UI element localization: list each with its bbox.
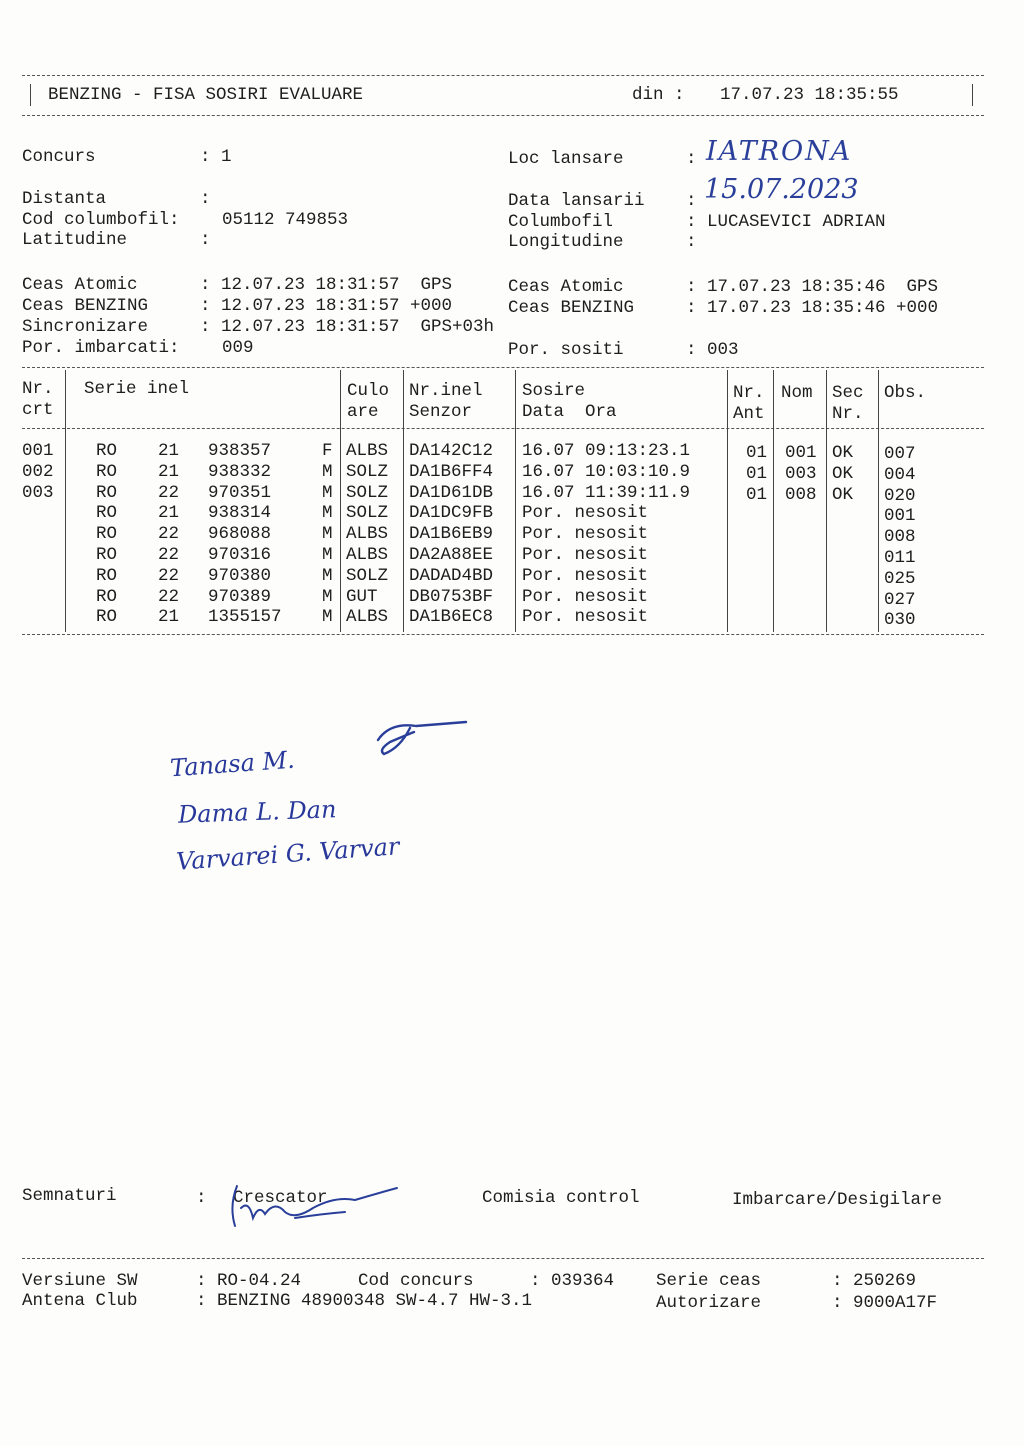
row-sensor: DA1B6EC8 xyxy=(409,607,494,628)
row-sensor: DA1D61DB xyxy=(409,482,494,503)
table-bottom-rule xyxy=(22,634,984,635)
row-nom: 003 xyxy=(785,463,817,484)
commission-signature-scribble xyxy=(370,710,480,760)
row-ring: 938332 xyxy=(208,461,272,482)
row-sensor: DA1DC9FB xyxy=(409,503,494,524)
row-ring: 968088 xyxy=(208,524,272,545)
row-obs: 025 xyxy=(884,568,916,589)
data-lansarii-label: Data lansarii xyxy=(508,191,645,211)
distanta-label: Distanta xyxy=(22,189,107,209)
row-year: 22 xyxy=(158,524,180,545)
row-country: RO xyxy=(96,461,118,482)
antena-label: Antena Club xyxy=(22,1291,138,1311)
cod-columbofil-value: 05112 749853 xyxy=(222,210,349,230)
commission-name-2: Dama L. Dan xyxy=(177,795,337,829)
row-sensor: DA1B6EB9 xyxy=(409,524,494,545)
th-culoare-2: are xyxy=(347,402,379,422)
sositi-label: Por. sositi xyxy=(508,340,624,360)
row-year: 22 xyxy=(158,586,180,607)
th-sosire-1: Sosire xyxy=(522,381,586,401)
th-obs: Obs. xyxy=(884,383,927,403)
loc-lansare-handwritten: IATRONA xyxy=(706,136,853,167)
row-obs: 027 xyxy=(884,589,916,610)
row-nr: 001 xyxy=(22,441,54,461)
signatures-sep: : xyxy=(196,1188,207,1208)
row-obs: 001 xyxy=(884,506,916,527)
row-sex: M xyxy=(322,503,333,524)
header-bottom-rule xyxy=(22,115,984,116)
row-sec: OK xyxy=(832,443,854,463)
row-color: SOLZ xyxy=(346,503,389,524)
row-sex: M xyxy=(322,586,333,607)
clock-left-2-label: Ceas BENZING xyxy=(22,296,149,316)
row-sec: OK xyxy=(832,484,854,505)
commission-name-3: Varvarei G. Varvar xyxy=(175,832,401,876)
row-nr: 002 xyxy=(22,461,54,482)
header-top-rule xyxy=(22,75,984,76)
th-crt: crt xyxy=(22,400,54,420)
row-sex: M xyxy=(322,482,333,503)
report-date-label: din : xyxy=(632,85,685,105)
row-sex: M xyxy=(322,607,333,628)
row-obs: 004 xyxy=(884,464,916,485)
imbarcati-label: Por. imbarcati: xyxy=(22,338,180,358)
row-country: RO xyxy=(96,545,118,565)
data-lansarii-handwritten: 15.07.2023 xyxy=(704,174,859,205)
clock-left-2-value: : 12.07.23 18:31:57 +000 xyxy=(200,296,453,316)
th-ant-2: Ant xyxy=(733,404,765,424)
clock-right-2-label: Ceas BENZING xyxy=(508,298,635,318)
crescator-signature xyxy=(225,1178,405,1238)
row-obs: 007 xyxy=(884,444,916,464)
row-sex: F xyxy=(322,441,333,461)
header-right-bar xyxy=(972,84,973,106)
col-divider xyxy=(403,370,404,632)
autorizare-label: Autorizare xyxy=(656,1293,762,1313)
col-divider xyxy=(826,370,827,632)
row-ring: 938314 xyxy=(208,503,272,524)
distanta-value: : xyxy=(200,189,211,209)
row-year: 21 xyxy=(158,461,180,482)
clock-left-3-label: Sincronizare xyxy=(22,317,149,337)
row-country: RO xyxy=(96,482,118,503)
row-year: 22 xyxy=(158,565,180,586)
row-ring: 970316 xyxy=(208,545,272,565)
row-sex: M xyxy=(322,524,333,545)
row-color: ALBS xyxy=(346,545,389,565)
row-year: 21 xyxy=(158,441,180,461)
row-ring: 970351 xyxy=(208,482,272,503)
col-divider xyxy=(340,370,341,632)
row-sensor: DADAD4BD xyxy=(409,565,494,586)
row-obs: 020 xyxy=(884,485,916,506)
th-sosire-2: Data Ora xyxy=(522,402,617,422)
header-left-bar xyxy=(30,84,31,106)
col-divider xyxy=(515,370,516,632)
clock-left-3-value: : 12.07.23 18:31:57 GPS+03h xyxy=(200,317,495,337)
versiune-label: Versiune SW xyxy=(22,1271,138,1291)
th-inel-1: Nr.inel xyxy=(409,381,483,401)
col-divider xyxy=(773,370,774,632)
crescator-label: Crescator xyxy=(233,1188,328,1208)
row-ant: 01 xyxy=(746,463,768,484)
loc-lansare-label: Loc lansare xyxy=(508,149,624,169)
longitudine-label: Longitudine xyxy=(508,232,624,252)
columbofil-label: Columbofil xyxy=(508,212,614,232)
row-country: RO xyxy=(96,441,118,461)
commission-name-1: Tanasa M. xyxy=(169,745,296,783)
row-ring: 1355157 xyxy=(208,607,282,628)
footer-rule xyxy=(22,1258,984,1259)
row-arrival: Por. nesosit xyxy=(522,545,649,565)
row-sex: M xyxy=(322,545,333,565)
row-nr: 003 xyxy=(22,482,54,503)
autorizare-value: : 9000A17F xyxy=(832,1293,938,1313)
row-color: SOLZ xyxy=(346,482,389,503)
row-color: ALBS xyxy=(346,524,389,545)
clock-left-1-label: Ceas Atomic xyxy=(22,275,138,295)
row-sensor: DA2A88EE xyxy=(409,545,494,565)
clock-right-1-value: : 17.07.23 18:35:46 GPS xyxy=(686,277,939,297)
row-obs: 011 xyxy=(884,548,916,568)
col-divider xyxy=(878,370,879,632)
th-inel-2: Senzor xyxy=(409,402,473,422)
row-nom: 008 xyxy=(785,484,817,505)
row-sex: M xyxy=(322,461,333,482)
row-arrival: Por. nesosit xyxy=(522,524,649,545)
row-obs: 008 xyxy=(884,527,916,548)
th-ant-1: Nr. xyxy=(733,383,765,403)
antena-value: : BENZING 48900348 SW-4.7 HW-3.1 xyxy=(196,1291,533,1311)
row-year: 21 xyxy=(158,607,180,628)
row-nom: 001 xyxy=(785,443,817,463)
row-obs: 030 xyxy=(884,610,916,631)
row-ring: 938357 xyxy=(208,441,272,461)
row-color: ALBS xyxy=(346,441,389,461)
row-arrival: 16.07 10:03:10.9 xyxy=(522,461,691,482)
row-arrival: 16.07 11:39:11.9 xyxy=(522,482,691,503)
serie-ceas-label: Serie ceas xyxy=(656,1271,762,1291)
clock-right-2-value: : 17.07.23 18:35:46 +000 xyxy=(686,298,939,318)
versiune-value: : RO-04.24 xyxy=(196,1271,302,1291)
row-color: ALBS xyxy=(346,607,389,628)
row-year: 21 xyxy=(158,503,180,524)
col-divider xyxy=(65,370,66,632)
row-country: RO xyxy=(96,586,118,607)
table-header-rule xyxy=(22,428,984,429)
clock-right-1-label: Ceas Atomic xyxy=(508,277,624,297)
row-arrival: Por. nesosit xyxy=(522,607,649,628)
row-sec: OK xyxy=(832,463,854,484)
row-sex: M xyxy=(322,565,333,586)
row-ant: 01 xyxy=(746,443,768,463)
comisia-label: Comisia control xyxy=(482,1188,640,1208)
row-sensor: DB0753BF xyxy=(409,586,494,607)
cod-concurs-label: Cod concurs xyxy=(358,1271,474,1291)
row-arrival: 16.07 09:13:23.1 xyxy=(522,441,691,461)
row-year: 22 xyxy=(158,482,180,503)
row-color: SOLZ xyxy=(346,565,389,586)
row-ring: 970389 xyxy=(208,586,272,607)
col-divider xyxy=(727,370,728,632)
th-serie: Serie inel xyxy=(84,379,190,399)
imbarcare-label: Imbarcare/Desigilare xyxy=(732,1190,943,1210)
row-color: GUT xyxy=(346,586,378,607)
th-sec-1: Sec xyxy=(832,383,864,403)
signatures-label: Semnaturi xyxy=(22,1186,117,1206)
th-nr: Nr. xyxy=(22,379,54,399)
concurs-value: : 1 xyxy=(200,147,232,167)
table-top-rule xyxy=(22,367,984,368)
row-sensor: DA142C12 xyxy=(409,441,494,461)
serie-ceas-value: : 250269 xyxy=(832,1271,917,1291)
row-arrival: Por. nesosit xyxy=(522,503,649,524)
longitudine-value: : xyxy=(686,232,697,252)
cod-concurs-value: : 039364 xyxy=(530,1271,615,1291)
row-ring: 970380 xyxy=(208,565,272,586)
row-country: RO xyxy=(96,607,118,628)
imbarcati-value: 009 xyxy=(222,338,254,358)
columbofil-value: : LUCASEVICI ADRIAN xyxy=(686,212,886,232)
latitudine-value: : xyxy=(200,230,211,250)
th-nom: Nom xyxy=(781,383,813,403)
row-year: 22 xyxy=(158,545,180,565)
row-arrival: Por. nesosit xyxy=(522,586,649,607)
clock-left-1-value: : 12.07.23 18:31:57 GPS xyxy=(200,275,453,295)
loc-lansare-sep: : xyxy=(686,149,697,169)
cod-columbofil-label: Cod columbofil: xyxy=(22,210,180,230)
document-title: BENZING - FISA SOSIRI EVALUARE xyxy=(48,85,364,105)
concurs-label: Concurs xyxy=(22,147,96,167)
report-date-value: 17.07.23 18:35:55 xyxy=(720,85,899,105)
row-country: RO xyxy=(96,565,118,586)
row-country: RO xyxy=(96,524,118,545)
th-sec-2: Nr. xyxy=(832,404,864,424)
row-country: RO xyxy=(96,503,118,524)
th-culoare-1: Culo xyxy=(347,381,390,401)
row-arrival: Por. nesosit xyxy=(522,565,649,586)
row-ant: 01 xyxy=(746,484,768,505)
sositi-value: : 003 xyxy=(686,340,739,360)
latitudine-label: Latitudine xyxy=(22,230,128,250)
row-color: SOLZ xyxy=(346,461,389,482)
data-lansarii-sep: : xyxy=(686,191,697,211)
row-sensor: DA1B6FF4 xyxy=(409,461,494,482)
